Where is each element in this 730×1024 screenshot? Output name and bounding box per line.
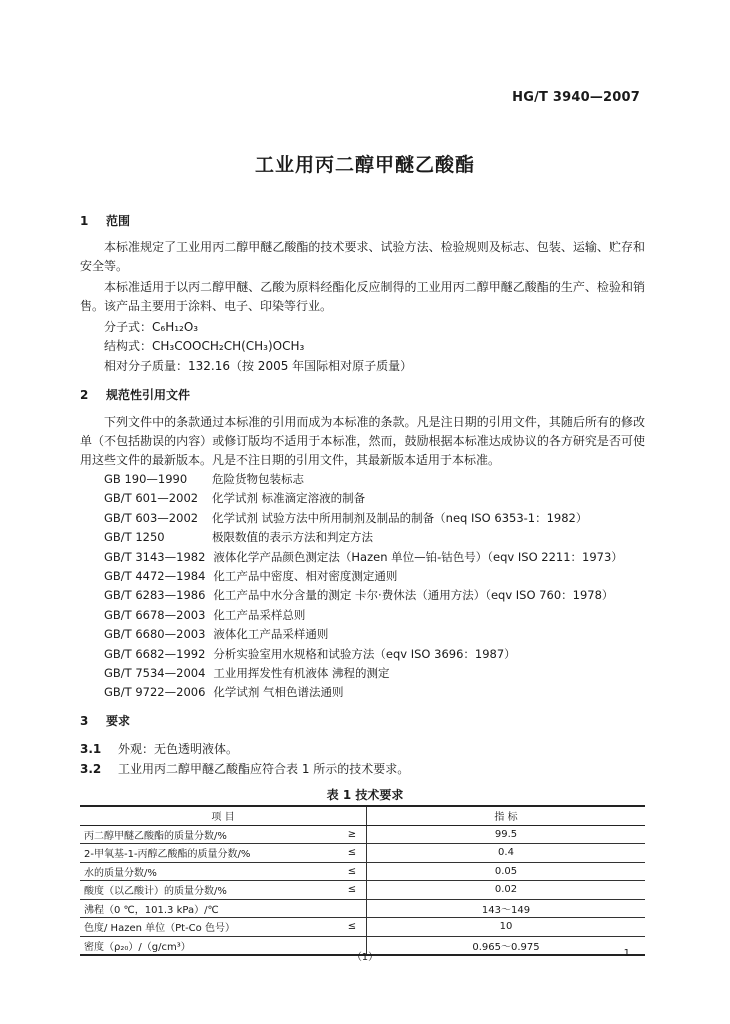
clause-number: 3.2 — [80, 762, 102, 776]
row-item: 色度/ Hazen 单位（Pt-Co 色号） — [80, 918, 338, 937]
reference-item — [104, 664, 623, 683]
section-1-heading — [80, 212, 130, 229]
reference-item — [104, 625, 623, 644]
section-title: 要求 — [106, 714, 131, 728]
reference-title: 液体化学产品颜色测定法（Hazen 单位—铂-钴色号）（eqv ISO 2211：1973） — [213, 549, 623, 564]
reference-item — [104, 606, 623, 625]
table-row — [80, 825, 645, 844]
section-2-para: 下列文件中的条款通过本标准的引用而成为本标准的条款。凡是注日期的引用文件，其随后所有的修改单（不包括勘误的内容）或修订版均不适用于本标准，然而，鼓励根据本标准达成协议的各方研究是否可使用这些文件的最新版本。凡是不注日期的引用文件，其最新版本适用于本标准。 — [80, 415, 645, 467]
reference-code: GB/T 603—2002 — [104, 510, 199, 525]
section-title: 规范性引用文件 — [106, 388, 191, 402]
row-item: 密度（ρ₂₀）/（g/cm³） — [80, 936, 338, 955]
section-title: 范围 — [106, 214, 131, 228]
molecular-formula: 分子式：C₆H₁₂O₃ — [104, 320, 199, 334]
reference-item — [104, 548, 623, 567]
reference-item — [104, 489, 623, 508]
reference-item — [104, 683, 623, 702]
reference-title: 化工产品中水分含量的测定 卡尔·费休法（通用方法）（eqv ISO 760：1978） — [213, 588, 614, 603]
reference-code: GB/T 6680—2003 — [104, 627, 206, 642]
reference-code: GB/T 3143—1982 — [104, 549, 206, 564]
table-row — [80, 881, 645, 900]
row-symbol: ≥ — [338, 825, 367, 844]
reference-title: 化学试剂 气相色谱法通则 — [213, 685, 344, 700]
reference-item — [104, 645, 623, 664]
table-title: 表 1 技术要求 — [326, 788, 404, 802]
reference-item — [104, 586, 623, 605]
row-item: 水的质量分数/% — [80, 862, 338, 881]
row-symbol: ≤ — [338, 862, 367, 881]
row-symbol: ≤ — [338, 918, 367, 937]
reference-code: GB/T 1250 — [104, 530, 165, 545]
requirement-3-2 — [80, 760, 409, 777]
row-symbol: ≤ — [338, 881, 367, 900]
reference-title: 分析实验室用水规格和试验方法（eqv ISO 3696：1987） — [213, 646, 516, 661]
reference-title: 危险货物包装标志 — [212, 472, 304, 486]
reference-code: GB/T 9722—2006 — [104, 685, 206, 700]
row-value: 0.965～0.975 — [367, 936, 646, 955]
page-number: （1） — [351, 952, 379, 963]
reference-code: GB/T 6283—1986 — [104, 588, 206, 603]
row-value: 99.5 — [367, 825, 646, 844]
section-number: 2 — [80, 388, 89, 402]
reference-title: 化工产品采样总则 — [213, 607, 306, 622]
table-header-row — [80, 806, 645, 825]
row-value: 143～149 — [367, 899, 646, 918]
table-row — [80, 918, 645, 937]
reference-title: 工业用挥发性有机液体 沸程的测定 — [213, 665, 390, 680]
clause-text: 工业用丙二醇甲醚乙酸酯应符合表 1 所示的技术要求。 — [118, 762, 410, 776]
table-row — [80, 844, 645, 863]
section-number: 1 — [80, 214, 89, 228]
section-1-para-2: 本标准适用于以丙二醇甲醚、乙酸为原料经酯化反应制得的工业用丙二醇甲醚乙酸酯的生产、检验和销售。该产品主要用于涂料、电子、印染等行业。 — [80, 280, 645, 313]
technical-requirements-table — [80, 805, 645, 956]
reference-title: 化学试剂 试验方法中所用制剂及制品的制备（neq ISO 6353-1：1982） — [212, 510, 588, 525]
section-number: 3 — [80, 714, 89, 728]
reference-code: GB/T 6678—2003 — [104, 607, 206, 622]
page-title: 工业用丙二醇甲醚乙酸酯 — [254, 154, 475, 176]
requirement-3-1 — [80, 740, 238, 757]
section-1-para-1: 本标准规定了工业用丙二醇甲醚乙酸酯的技术要求、试验方法、检验规则及标志、包装、运输、贮存和安全等。 — [80, 240, 645, 273]
reference-item — [104, 509, 623, 528]
clause-text: 外观：无色透明液体。 — [118, 742, 239, 756]
header-value: 指 标 — [367, 806, 646, 825]
reference-title: 极限数值的表示方法和判定方法 — [212, 530, 373, 545]
reference-item — [104, 567, 623, 586]
molar-mass: 相对分子质量：132.16（按 2005 年国际相对原子质量） — [104, 359, 413, 373]
clause-number: 3.1 — [80, 742, 102, 756]
row-item: 酸度（以乙酸计）的质量分数/% — [80, 881, 338, 900]
row-value: 0.4 — [367, 844, 646, 863]
reference-code: GB/T 601—2002 — [104, 491, 199, 506]
row-value: 0.05 — [367, 862, 646, 881]
standard-code: HG/T 3940—2007 — [512, 90, 640, 105]
row-value: 0.02 — [367, 881, 646, 900]
reference-code: GB/T 7534—2004 — [104, 665, 206, 680]
reference-title: 液体化工产品采样通则 — [213, 627, 329, 642]
table-row — [80, 862, 645, 881]
row-item: 沸程（0 ℃，101.3 kPa）/℃ — [80, 899, 338, 918]
row-item: 丙二醇甲醚乙酸酯的质量分数/% — [80, 825, 338, 844]
structural-formula: 结构式：CH₃COOCH₂CH(CH₃)OCH₃ — [104, 339, 305, 353]
reference-list — [104, 470, 623, 703]
row-symbol — [338, 899, 367, 918]
table-row — [80, 899, 645, 918]
row-symbol: ≤ — [338, 844, 367, 863]
reference-title: 化学试剂 标准滴定溶液的制备 — [212, 491, 366, 506]
section-3-heading — [80, 712, 130, 729]
section-2-heading — [80, 386, 190, 403]
page-side-number: 1 — [623, 948, 630, 959]
row-value: 10 — [367, 918, 646, 937]
header-item: 项 目 — [80, 806, 367, 825]
reference-item — [104, 470, 623, 489]
reference-code: GB/T 4472—1984 — [104, 568, 206, 583]
reference-item — [104, 528, 623, 547]
row-item: 2-甲氧基-1-丙醇乙酸酯的质量分数/% — [80, 844, 338, 863]
reference-code: GB 190—1990 — [104, 472, 188, 486]
reference-title: 化工产品中密度、相对密度测定通则 — [213, 568, 398, 583]
reference-code: GB/T 6682—1992 — [104, 646, 206, 661]
